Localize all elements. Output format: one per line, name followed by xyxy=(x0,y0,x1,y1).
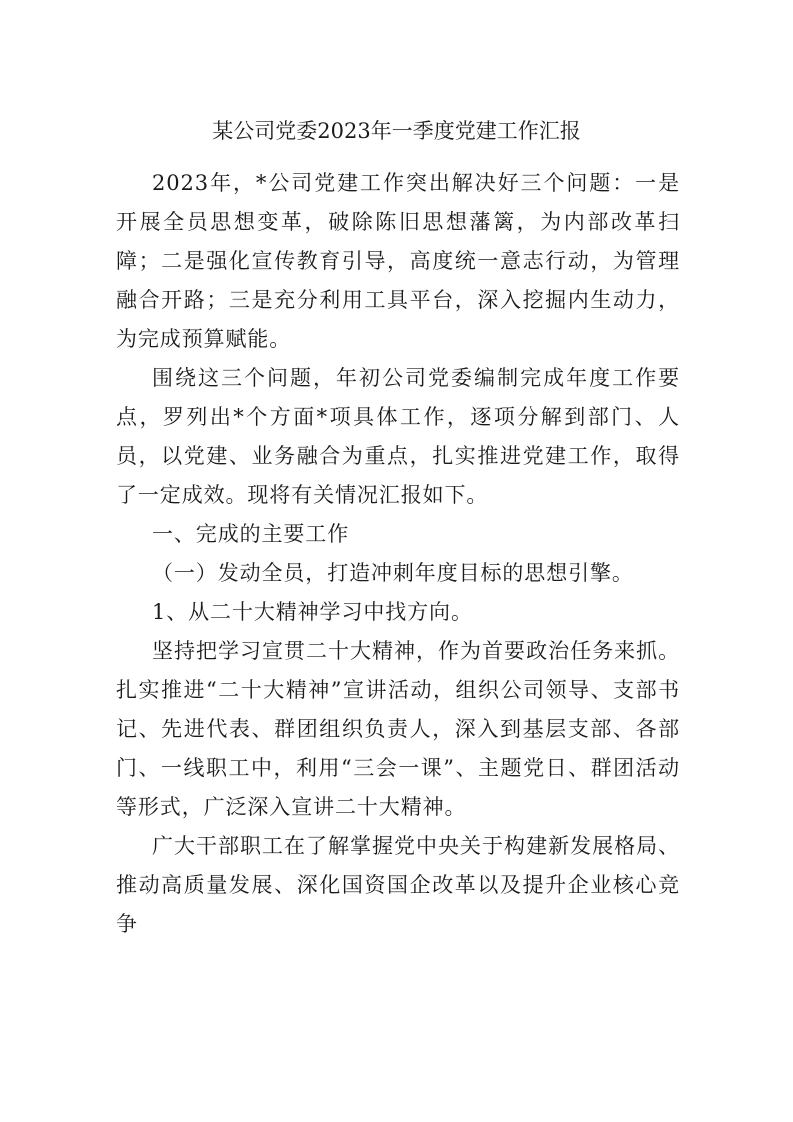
subsection-heading: （一）发动全员，打造冲刺年度目标的思想引擎。 xyxy=(152,561,634,585)
paragraph-staff: 广大干部职工在了解掌握党中央关于构建新发展格局、推动高质量发展、深化国资国企改革以及提升企业核心竞争 xyxy=(116,834,680,936)
paragraph-intro: 2023年，*公司党建工作突出解决好三个问题：一是开展全员思想变革，破除陈旧思想藩篱，为内部改革扫障；二是强化宣传教育引导，高度统一意志行动，为管理融合开路；三是充分利用工具平台，深入挖掘内生动力，为完成预算赋能。 xyxy=(116,171,680,351)
section-heading: 一、完成的主要工作 xyxy=(152,522,350,546)
document-body xyxy=(116,164,680,944)
item-heading: 1、从二十大精神学习中找方向。 xyxy=(152,600,473,624)
paragraph-overview: 围绕这三个问题，年初公司党委编制完成年度工作要点，罗列出*个方面*项具体工作，逐项分解到部门、人员，以党建、业务融合为重点，扎实推进党建工作，取得了一定成效。现将有关情况汇报如下。 xyxy=(116,366,680,507)
paragraph-study: 坚持把学习宣贯二十大精神，作为首要政治任务来抓。扎实推进“二十大精神”宣讲活动，组织公司领导、支部书记、先进代表、群团组织负责人，深入到基层支部、各部门、一线职工中，利用“三会一课”、主题党日、群团活动等形式，广泛深入宣讲二十大精神。 xyxy=(116,639,680,819)
document-title: 某公司党委2023年一季度党建工作汇报 xyxy=(212,119,581,143)
